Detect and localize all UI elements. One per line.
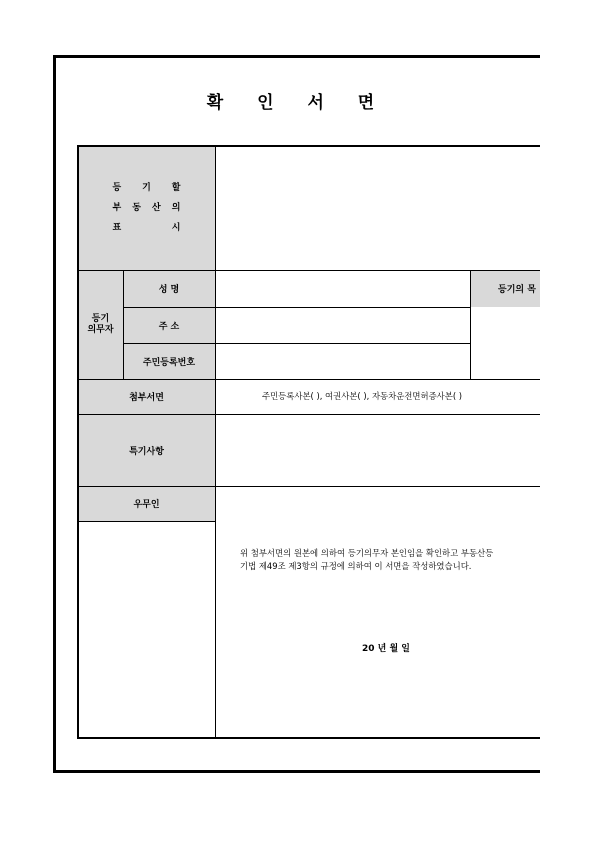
special-notes-field[interactable]	[216, 415, 550, 486]
resident-no-field[interactable]	[216, 344, 470, 379]
special-notes-label: 특기사항	[129, 446, 164, 457]
property-label-line2: 부 동 산 의	[112, 203, 181, 213]
page-cutoff-edge	[540, 0, 595, 842]
registration-cause-field[interactable]	[471, 308, 550, 379]
registration-cause-label: 등기의 목	[498, 285, 536, 295]
obligor-label: 등기 의무자	[87, 313, 114, 335]
date-line: 20 년 월 일	[362, 644, 411, 654]
property-description-field[interactable]	[216, 147, 550, 270]
document-title: 확 인 서 면	[206, 93, 389, 113]
attachment-label: 첨부서면	[129, 393, 164, 403]
address-label: 주 소	[158, 321, 180, 332]
thumbprint-label: 우무인	[133, 500, 160, 510]
name-field[interactable]	[216, 271, 470, 307]
statement-line2: 기법 제49조 제3항의 규정에 의하여 이 서면을 작성하였습니다.	[240, 561, 472, 571]
property-label-line1: 등 기 할	[112, 183, 181, 193]
thumbprint-field[interactable]	[78, 522, 215, 737]
property-label-line3: 표 시	[112, 223, 181, 233]
attachment-value: 주민등록사본( ), 여권사본( ), 자동차운전면허증사본( )	[262, 391, 463, 401]
statement-line1: 위 첨부서면의 원본에 의하여 등기의무자 본인임을 확인하고 부동산등	[240, 548, 494, 558]
property-label	[78, 146, 215, 270]
grid-line	[77, 737, 550, 739]
address-field[interactable]	[216, 308, 470, 343]
name-label: 성 명	[158, 285, 180, 295]
resident-no-label: 주민등록번호	[142, 357, 196, 368]
